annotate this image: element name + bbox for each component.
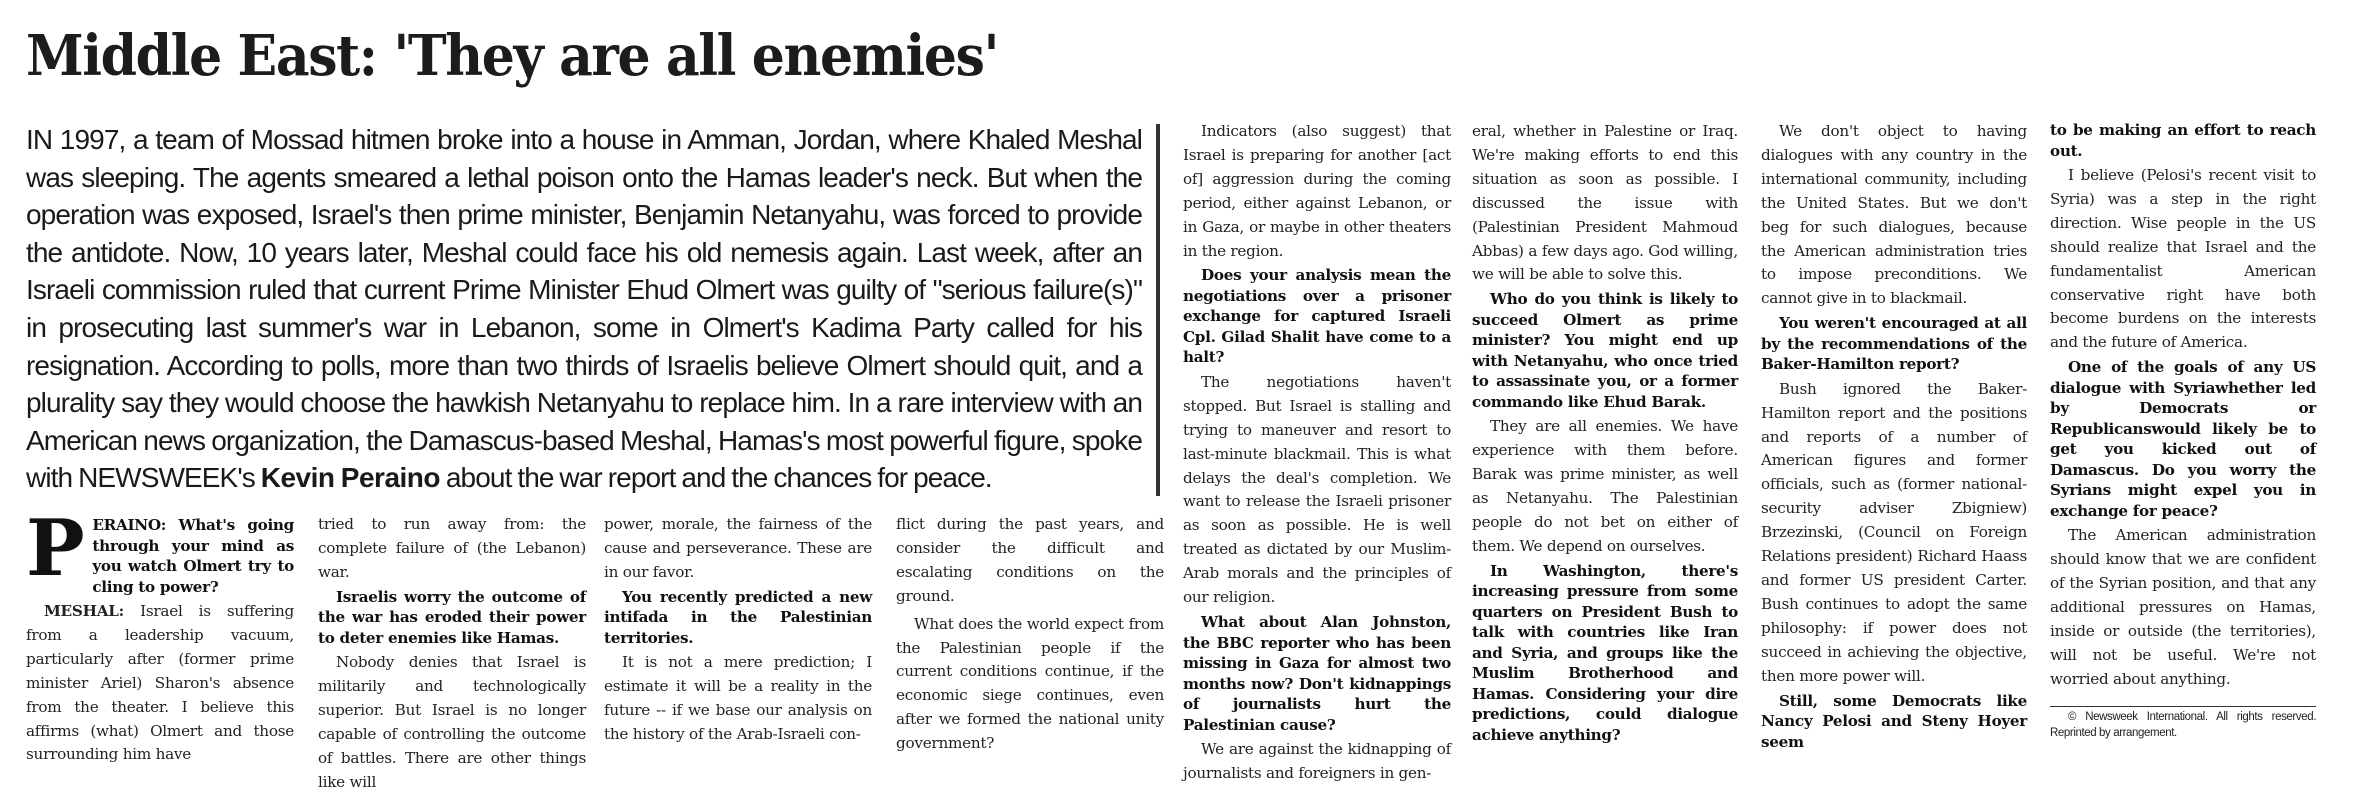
column-divider-rule (1156, 124, 1160, 496)
answer-1 (26, 600, 294, 767)
column-5 (1183, 120, 1451, 786)
answer-3-paragraph-2: What does the world expect from the Palestinian people if the current conditions continue, if the economic siege continues, even after we formed the national unity government? (896, 614, 1164, 753)
speaker-label: MESHAL: (44, 602, 125, 620)
column-8 (2050, 120, 2316, 741)
question-7: In Washington, there's increasing pressure from some quarters on President Bush to talk with countries like Iran and Syria, and groups like the Muslim Brotherhood and Hamas. Considering your dire predictions, could dialogue achieve anything? (1472, 561, 1738, 744)
question-6: Who do you think is likely to succeed Olmert as prime minister? You might end up with Netanyahu, who once tried to assassinate you, or a former commando like Ehud Barak. (1472, 290, 1738, 411)
column-6 (1472, 120, 1738, 748)
question-9: Still, some Democrats like Nancy Pelosi and Steny Hoyer seem (1761, 691, 2027, 751)
credit-divider (2050, 706, 2316, 707)
intro-paragraph (26, 121, 1142, 497)
answer-1-continued: tried to run away from: the complete failure of (the Lebanon) war. (318, 515, 586, 581)
question-1-text: ERAINO: What's going through your mind as you watch Olmert try to cling to power? (92, 516, 294, 596)
intro-text-end: about the war report and the chances for peace. (440, 462, 992, 494)
answer-1-text: Israel is suffering from a leadership vacuum, particularly after (former prime minister Ariel) Sharon's absence from the theater. I believe this affirms (what) Olmert and those surrounding him have (26, 602, 294, 764)
reporter-name: Kevin Peraino (260, 462, 440, 494)
question-1 (26, 503, 294, 597)
answer-5: We are against the kidnapping of journalists and foreigners in gen- (1183, 740, 1451, 782)
answer-6: They are all enemies. We have experience with them before. Barak was prime minister, as well as Netanyahu. The Palestinian people do not bet on either of them. We depend on ourselves. (1472, 417, 1738, 555)
column-4 (896, 513, 1164, 756)
headline: Middle East: 'They are all enemies' (26, 23, 999, 89)
answer-5-continued: eral, whether in Palestine or Iraq. We're making efforts to end this situation as soon as possible. I discussed the issue with (Palestinian President Mahmoud Abbas) a few days ago. God willing, we will be able to solve this. (1472, 122, 1738, 284)
question-10: One of the goals of any US dialogue with Syriawhether led by Democrats or Republicanswould likely be to get you kicked out of Damascus. Do you worry the Syrians might expel you in exchange for peace? (2050, 358, 2316, 520)
question-3: You recently predicted a new intifada in the Palestinian territories. (604, 587, 872, 647)
column-1 (26, 503, 294, 767)
question-4: Does your analysis mean the negotiations over a prisoner exchange for captured Israeli Cpl. Gilad Shalit have come to a halt? (1183, 266, 1451, 367)
answer-4: The negotiations haven't stopped. But Israel is stalling and trying to maneuver and resort to last-minute blackmail. This is what delays the deal's completion. We want to release the Israeli prisoner as soon as possible. He is well treated as dictated by our Muslim-Arab morals and the principles of our religion. (1183, 372, 1451, 607)
answer-10: The American administration should know that we are confident of the Syrian position, and that any additional pressures on Hamas, inside or outside (the territories), will not be useful. We're not worried about anything. (2050, 526, 2316, 688)
answer-2-continued: power, morale, the fairness of the cause and perseverance. These are in our favor. (604, 515, 872, 581)
copyright-credit: © Newsweek International. All rights reserved. Reprinted by arrangement. (2050, 710, 2316, 739)
question-2: Israelis worry the outcome of the war has eroded their power to deter enemies like Hamas. (318, 587, 586, 647)
answer-3-paragraph-3: Indicators (also suggest) that Israel is preparing for another [act of] aggression during the coming period, either against Lebanon, or in Gaza, or maybe in other theaters in the region. (1183, 122, 1451, 260)
column-3 (604, 513, 872, 747)
answer-7: We don't object to having dialogues with any country in the international community, including the United States. But we don't beg for such dialogues, because the American administration tries to impose preconditions. We cannot give in to blackmail. (1761, 122, 2027, 308)
question-5: What about Alan Johnston, the BBC reporter who has been missing in Gaza for almost two months now? Don't kidnappings of journalists hurt the Palestinian cause? (1183, 613, 1451, 734)
answer-3-continued: flict during the past years, and consider the difficult and escalating conditions on the ground. (896, 515, 1164, 605)
question-8: You weren't encouraged at all by the recommendations of the Baker-Hamilton report? (1761, 314, 2027, 374)
answer-2: Nobody denies that Israel is militarily and technologically superior. But Israel is no longer capable of controlling the outcome of battles. There are other things like will (318, 653, 586, 791)
question-9-continued: to be making an effort to reach out. (2050, 121, 2316, 160)
drop-cap: P (26, 503, 85, 594)
answer-9: I believe (Pelosi's recent visit to Syria) was a step in the right direction. Wise people in the US should realize that Israel and the fundamentalist American conservative right have both become burdens on the interests and the future of America. (2050, 166, 2316, 352)
intro-text: IN 1997, a team of Mossad hitmen broke into a house in Amman, Jordan, where Khaled Meshal was sleeping. The agents smeared a lethal poison onto the Hamas leader's neck. But when the operation was exposed, Israel's then prime minister, Benjamin Netanyahu, was forced to provide the antidote. Now, 10 years later, Meshal could face his old nemesis again. Last week, after an Israeli commission ruled that current Prime Minister Ehud Olmert was guilty of "serious failure(s)" in prosecuting last summer's war in Lebanon, some in Olmert's Kadima Party called for his resignation. According to polls, more than two thirds of Israelis believe Olmert should quit, and a plurality say they would choose the hawkish Netanyahu to replace him. In a rare interview with an American news organization, the Damascus-based Meshal, Hamas's most powerful figure, spoke with NEWSWEEK's (26, 124, 1142, 494)
answer-3: It is not a mere prediction; I estimate it will be a reality in the future -- if we base our analysis on the history of the Arab-Israeli con- (604, 653, 872, 743)
column-7 (1761, 120, 2027, 755)
answer-8: Bush ignored the Baker-Hamilton report and the positions and reports of a number of American figures and former officials, such as (former national-security adviser Zbigniew) Brzezinski, (Council on Foreign Relations president) Richard Haass and former US president Carter. Bush continues to adopt the same philosophy: if power does not succeed in achieving the objective, then more power will. (1761, 379, 2027, 685)
column-2 (318, 513, 586, 795)
